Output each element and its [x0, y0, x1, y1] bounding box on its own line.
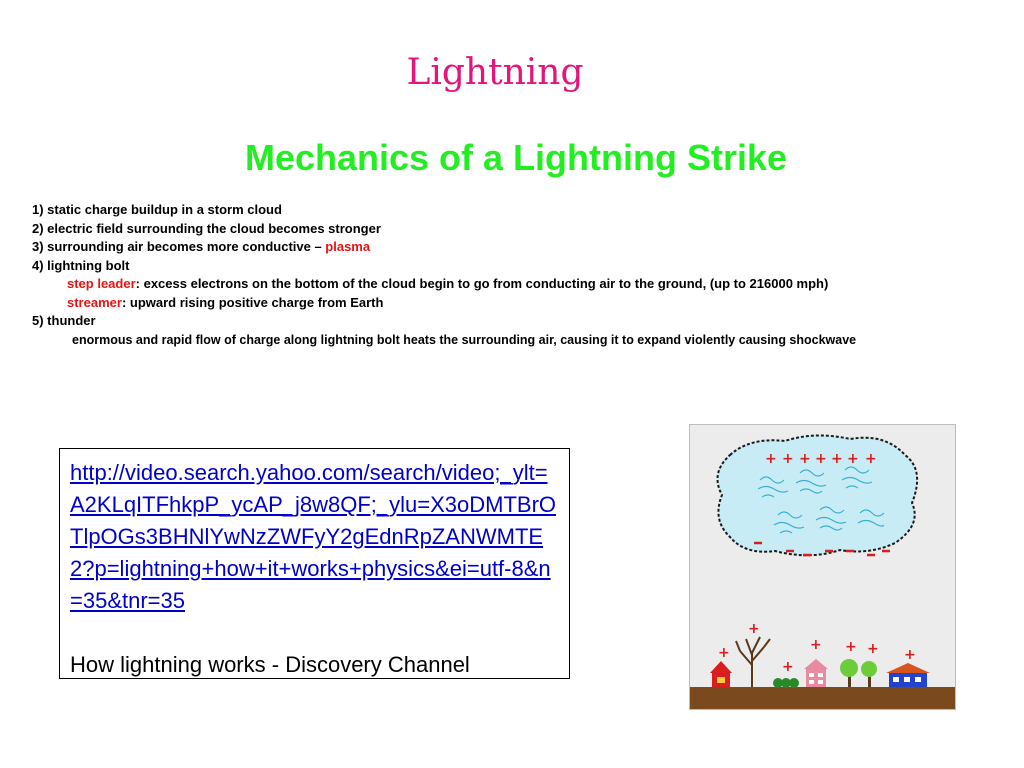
step-3-text: 3) surrounding air becomes more conductive –: [32, 239, 326, 254]
lightning-illustration: [689, 424, 956, 710]
positive-charge-mark: +: [831, 451, 843, 467]
lightning-diagram: [690, 425, 956, 710]
step-4: 4) lightning bolt: [32, 257, 130, 273]
green-trees-icon: [840, 659, 877, 687]
positive-charge-mark: +: [718, 645, 730, 661]
step-1: 1) static charge buildup in a storm cloud: [32, 202, 282, 217]
slide-subtitle: Mechanics of a Lightning Strike: [244, 137, 788, 178]
step-leader-term: step leader: [67, 276, 136, 291]
positive-charge-mark: +: [799, 451, 811, 467]
positive-charge-mark: +: [847, 451, 859, 467]
step-leader-line: [32, 275, 1012, 294]
positive-charge-mark: +: [865, 451, 877, 467]
positive-charge-mark: +: [810, 637, 822, 653]
bushes-icon: [773, 678, 799, 688]
streamer-line: [32, 294, 1012, 313]
step-3: [32, 238, 1012, 257]
step-leader-desc: : excess electrons on the bottom of the cloud begin to go from conducting air to the ground, (up to 216000 mph): [135, 276, 829, 291]
positive-charge-mark: +: [748, 621, 760, 637]
streamer-term: streamer: [67, 294, 122, 310]
positive-charge-mark: +: [867, 641, 879, 657]
blue-house-icon: [886, 663, 930, 687]
plasma-term: plasma: [325, 239, 371, 254]
streamer-desc: : upward rising positive charge from Earth: [121, 294, 384, 310]
step-2: 2) electric field surrounding the cloud becomes stronger: [32, 220, 381, 236]
steps-list: [32, 201, 1012, 349]
building-icon: [804, 659, 828, 687]
video-link-box: [59, 448, 570, 679]
ground-strip: [690, 687, 956, 710]
video-link[interactable]: http://video.search.yahoo.com/search/video;_ylt=A2KLqITFhkpP_ycAP_j8w8QF;_ylu=X3oDMTBrOTlpOGs3BHNlYwNzZWFyY2gEdnRpZANWMTE2?p=lightning+how+it+works+physics&ei=utf-8&n=35&tnr=35: [70, 460, 557, 613]
positive-charge-mark: +: [815, 451, 827, 467]
positive-charge-mark: +: [782, 451, 794, 467]
house-icon: [710, 661, 732, 687]
thunder-desc: enormous and rapid flow of charge along lightning bolt heats the surrounding air, causing it to expand violently causing shockwave: [72, 332, 857, 347]
positive-charge-mark: +: [904, 647, 916, 663]
slide-title: Lightning: [406, 52, 584, 93]
positive-charge-mark: +: [765, 451, 777, 467]
step-5: 5) thunder: [32, 313, 96, 328]
positive-charge-mark: +: [782, 659, 794, 675]
positive-charge-mark: +: [845, 639, 857, 655]
bare-tree-icon: [736, 637, 770, 687]
video-caption: How lightning works - Discovery Channel: [70, 652, 470, 677]
